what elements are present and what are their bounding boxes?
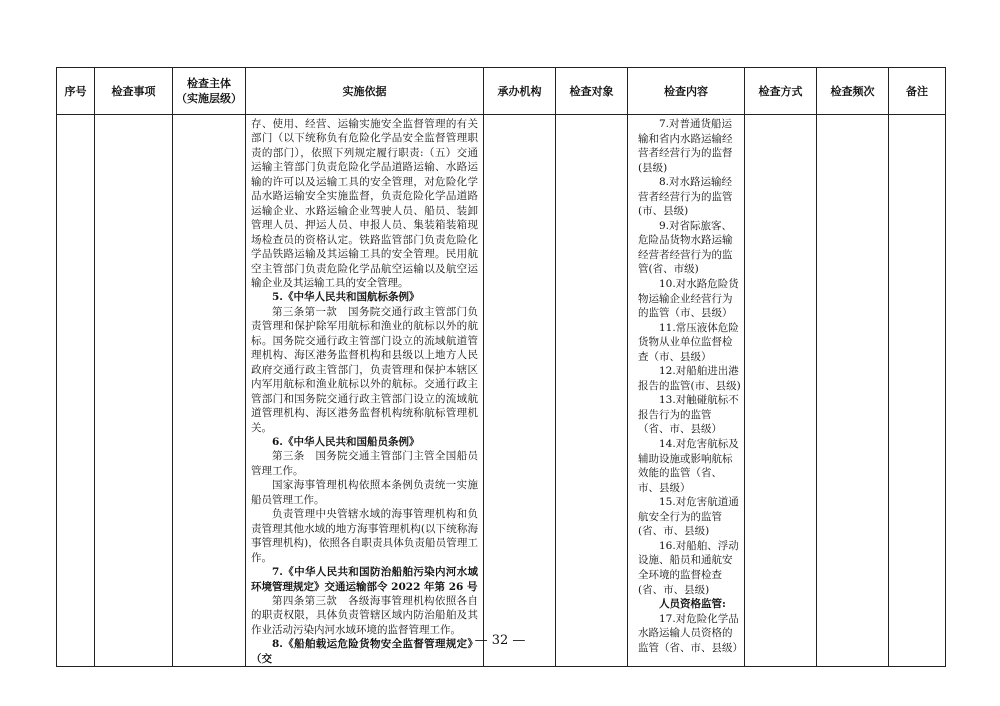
basis-paragraph: 存、使用、经营、运输实施安全监督管理的有关部门（以下统称负有危险化学品安全监督管理职责的部门），依照下列规定履行职责:（五）交通运输主管部门负责危险化学品道路运输、水路运输的许可以及运输工具的安全管理，对危险化学品水路运输安全实施监督，负责危险化学品道路运输企业、水路运输企业驾驶人员、船员、装卸管理人员、押运人员、申报人员、集装箱装箱现场检查员的资格认定。铁路监管部门负责危险化学品铁路运输及其运输工具的安全管理。民用航空主管部门负责危险化学品航空运输以及航空运输企业及其运输工具的安全管理。 — [251, 118, 478, 289]
content-paragraph: 15.对危害航道通航安全行为的监管(省、市、县级) — [638, 496, 739, 538]
col-header-content: 检查内容 — [628, 68, 745, 115]
col-header-target: 检查对象 — [556, 68, 628, 115]
content-paragraph: 8.对水路运输经营者经营行为的监管(市、县级) — [638, 176, 733, 218]
content-paragraph: 17.对危险化学品水路运输人员资格的监管（省、市、县级） — [638, 612, 743, 654]
cell-basis — [246, 115, 484, 667]
cell-item — [95, 115, 173, 667]
col-header-remarks: 备注 — [889, 68, 946, 115]
col-header-subject — [173, 68, 246, 115]
basis-paragraph: 6.《中华人民共和国船员条例》 — [272, 435, 420, 448]
cell-subject — [173, 115, 246, 667]
col-header-frequency: 检查频次 — [817, 68, 889, 115]
basis-paragraph: 7.《中华人民共和国防治船舶污染内河水域环境管理规定》交通运输部令 2022 年第 26 号 — [251, 566, 478, 593]
col-header-serial: 序号 — [57, 68, 95, 115]
content-paragraph: 7.对普通货船运输和省内水路运输经营者经营行为的监督(县级) — [638, 118, 733, 174]
basis-paragraph: 8.《船舶载运危险货物安全监督管理规定》（交 — [251, 638, 478, 665]
basis-paragraph: 负责管理中央管辖水域的海事管理机构和负责管理其他水域的地方海事管理机构(以下统称海事管理机构)，依照各自职责具体负责船员管理工作。 — [251, 508, 478, 564]
content-paragraph: 14.对危害航标及辅助设施或影响航标效能的监管（省、市、县级） — [638, 438, 739, 494]
table-row — [57, 115, 946, 667]
inspection-table — [56, 67, 946, 667]
col-header-basis: 实施依据 — [246, 68, 484, 115]
content-paragraph: 人员资格监管: — [659, 598, 726, 611]
cell-serial — [57, 115, 95, 667]
content-text — [628, 115, 744, 655]
cell-remarks — [889, 115, 946, 667]
cell-target — [556, 115, 628, 667]
basis-paragraph: 第三条第一款 国务院交通行政主管部门负责管理和保护除军用航标和渔业的航标以外的航标。国务院交通行政主管部门设立的流域航道管理机构、海区港务监督机构和县级以上地方人民政府交通行政主管部门，负责管理和保护本辖区内军用航标和渔业航标以外的航标。交通行政主管部门和国务院交通行政主管部门设立的流域航道管理机构、海区港务监督机构统称航标管理机关。 — [251, 305, 478, 434]
cell-agency — [484, 115, 556, 667]
col-header-method: 检查方式 — [745, 68, 817, 115]
cell-frequency — [817, 115, 889, 667]
content-paragraph: 11.常压液体危险货物从业单位监督检查（市、县级） — [638, 321, 739, 363]
basis-text — [246, 115, 483, 666]
content-paragraph: 12.对船舶进出港报告的监管(市、县级) — [638, 365, 741, 392]
basis-paragraph: 5.《中华人民共和国航标条例》 — [272, 291, 420, 304]
page-number: — 32 — — [474, 633, 526, 648]
basis-paragraph: 第四条第三款 各级海事管理机构依照各自的职责权限，具体负责管辖区域内防治船舶及其作业活动污染内河水域环境的监督管理工作。 — [251, 594, 478, 636]
content-paragraph: 9.对省际旅客、危险品货物水路运输经营者经营行为的监管(省、市级) — [638, 219, 733, 276]
content-paragraph: 10.对水路危险货物运输企业经营行为的监管（市、县级） — [638, 278, 739, 320]
col-header-subject-line1: 检查主体 — [187, 77, 231, 90]
basis-paragraph: 第三条 国务院交通主管部门主管全国船员管理工作。 — [251, 450, 478, 477]
cell-method — [745, 115, 817, 667]
col-header-subject-line2: （实施层级） — [176, 92, 242, 105]
col-header-item: 检查事项 — [95, 68, 173, 115]
col-header-agency: 承办机构 — [484, 68, 556, 115]
content-paragraph: 13.对触碰航标不报告行为的监管（省、市、县级） — [638, 394, 739, 436]
basis-paragraph: 国家海事管理机构依照本条例负责统一实施船员管理工作。 — [251, 479, 478, 506]
header-row — [57, 68, 946, 115]
cell-content — [628, 115, 745, 667]
content-paragraph: 16.对船舶、浮动设施、船员和通航安全环境的监督检查(省、市、县级) — [638, 539, 739, 596]
